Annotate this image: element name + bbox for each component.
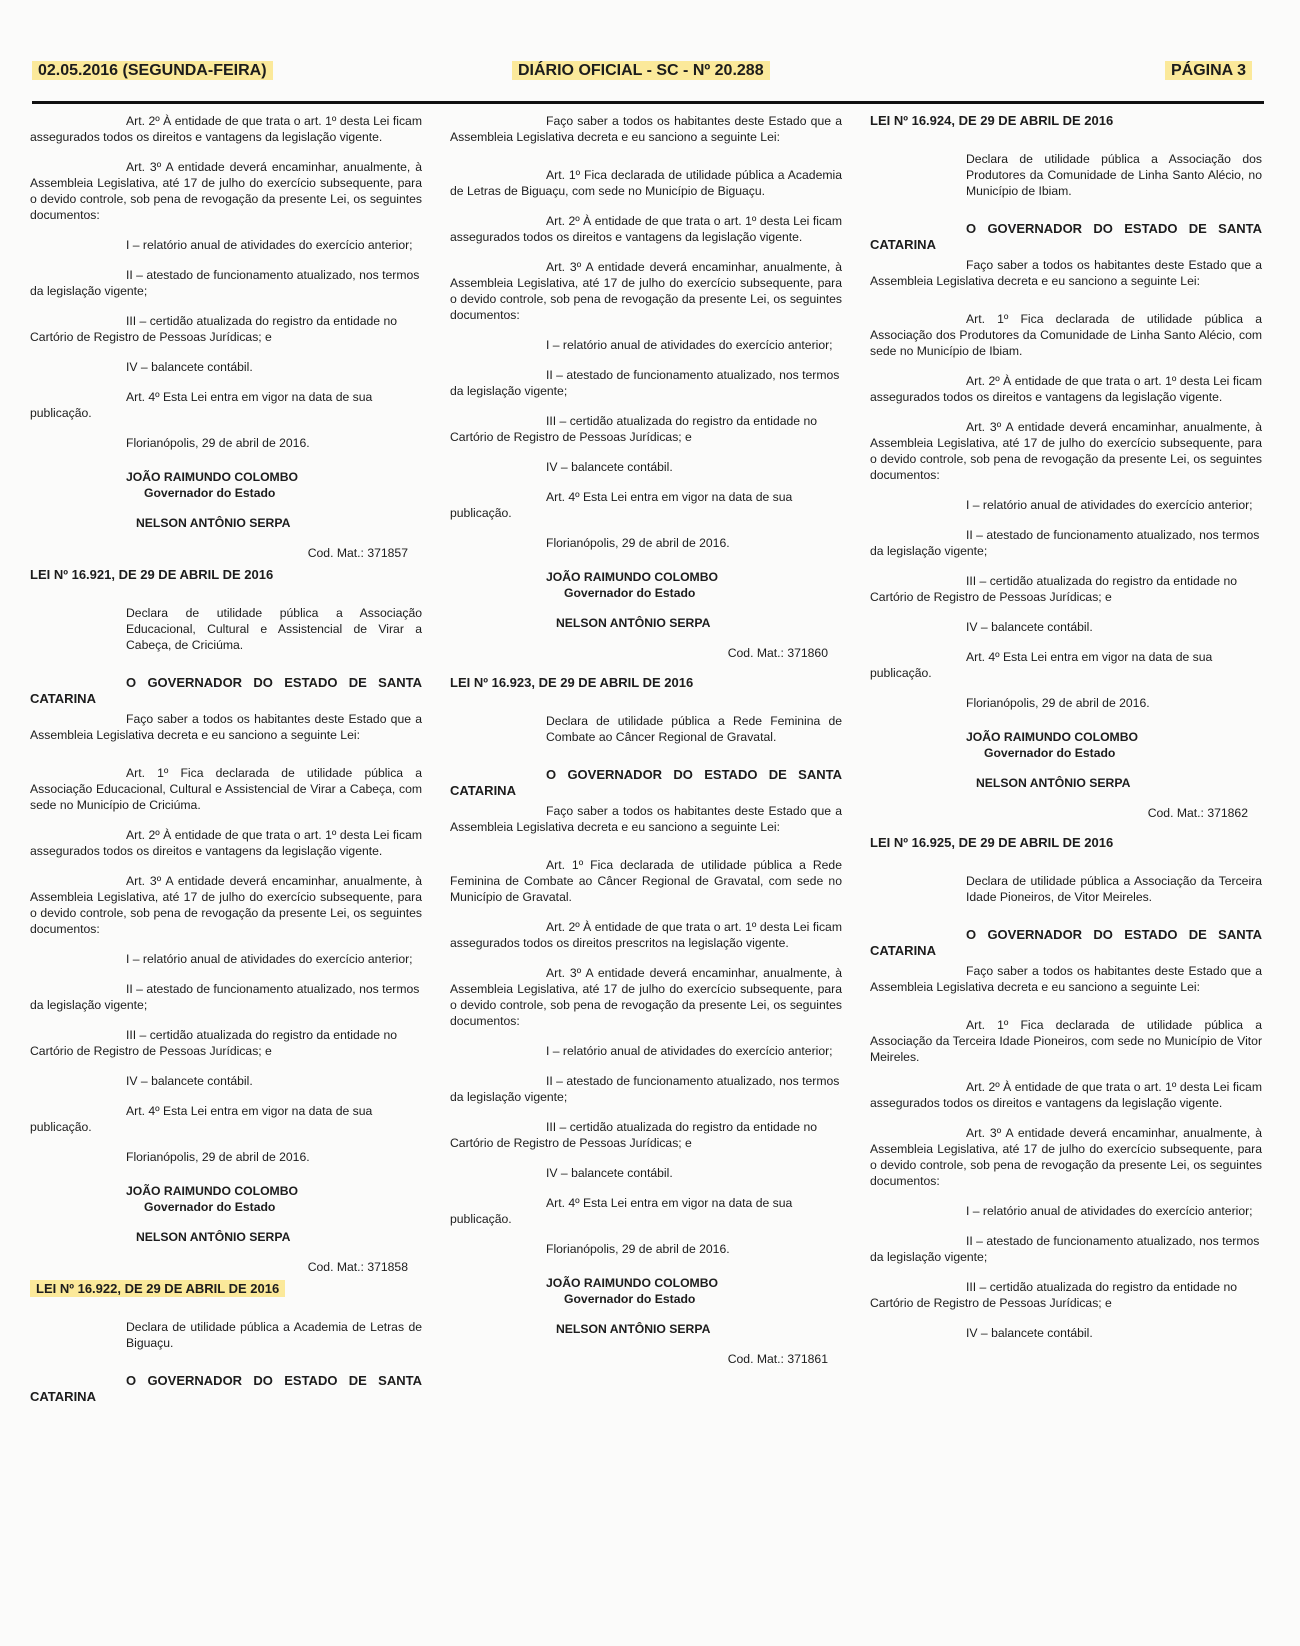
law-920-item3: III – certidão atualizada do registro da entidade no Cartório de Registro de Pessoas Jurídicas; e [30, 314, 398, 344]
law-922-governor-name: JOÃO RAIMUNDO COLOMBO [546, 570, 718, 584]
law-925-item4: IV – balancete contábil. [966, 1326, 1093, 1340]
law-921-art1: Art. 1º Fica declarada de utilidade pública a Associação Educacional, Cultural e Assistencial de Virar a Cabeça, com sede no Município de Criciúma. [30, 766, 422, 812]
law-920-item1: I – relatório anual de atividades do exercício anterior; [126, 238, 413, 252]
law-921-item2: II – atestado de funcionamento atualizado, nos termos da legislação vigente; [30, 982, 420, 1012]
law-921-gov-heading: O GOVERNADOR DO ESTADO DE SANTA CATARINA [30, 675, 422, 706]
law-924-art1: Art. 1º Fica declarada de utilidade pública a Associação dos Produtores da Comunidade de Linha Santo Alécio, com sede no Município de Ibiam. [870, 312, 1262, 358]
column-1 [30, 113, 422, 1409]
law-921-cod: Cod. Mat.: 371858 [307, 1260, 408, 1274]
law-921-art4: Art. 4º Esta Lei entra em vigor na data de sua publicação. [30, 1104, 373, 1134]
law-922-art4: Art. 4º Esta Lei entra em vigor na data de sua publicação. [450, 490, 793, 520]
law-921-art3: Art. 3º A entidade deverá encaminhar, anualmente, à Assembleia Legislativa, até 17 de julho do exercício subsequente, para o devido controle, sob pena de revogação da presente Lei, os seguintes documentos: [30, 874, 422, 936]
law-923-ementa: Declara de utilidade pública a Rede Feminina de Combate ao Câncer Regional de Gravatal. [546, 714, 842, 744]
law-925-intro: Faço saber a todos os habitantes deste Estado que a Assembleia Legislativa decreta e eu sanciono a seguinte Lei: [870, 964, 1262, 994]
law-923-art1: Art. 1º Fica declarada de utilidade pública a Rede Feminina de Combate ao Câncer Regional de Gravatal, com sede no Município de Gravatal. [450, 858, 842, 904]
law-925-item2: II – atestado de funcionamento atualizado, nos termos da legislação vigente; [870, 1234, 1260, 1264]
header-date [32, 62, 273, 80]
law-924-cod: Cod. Mat.: 371862 [1147, 806, 1248, 820]
law-925-title: LEI Nº 16.925, DE 29 DE ABRIL DE 2016 [870, 835, 1114, 850]
law-920-cod: Cod. Mat.: 371857 [307, 546, 408, 560]
law-923-item1: I – relatório anual de atividades do exercício anterior; [546, 1044, 833, 1058]
law-921-secretary-name: NELSON ANTÔNIO SERPA [136, 1230, 291, 1244]
law-923-gov-heading: O GOVERNADOR DO ESTADO DE SANTA CATARINA [450, 767, 842, 798]
law-921-art2: Art. 2º À entidade de que trata o art. 1º desta Lei ficam assegurados todos os direitos e vantagens da legislação vigente. [30, 828, 422, 858]
law-922-art2: Art. 2º À entidade de que trata o art. 1º desta Lei ficam assegurados todos os direitos e vantagens da legislação vigente. [450, 214, 842, 244]
law-921-title: LEI Nº 16.921, DE 29 DE ABRIL DE 2016 [30, 567, 274, 582]
law-924-item3: III – certidão atualizada do registro da entidade no Cartório de Registro de Pessoas Jurídicas; e [870, 574, 1238, 604]
law-925-item1: I – relatório anual de atividades do exercício anterior; [966, 1204, 1253, 1218]
law-920-art4: Art. 4º Esta Lei entra em vigor na data de sua publicação. [30, 390, 373, 420]
law-922-governor-title: Governador do Estado [564, 586, 696, 600]
header-date-text: 02.05.2016 (SEGUNDA-FEIRA) [32, 61, 273, 80]
header-title [512, 62, 770, 80]
law-922-secretary-name: NELSON ANTÔNIO SERPA [556, 616, 711, 630]
law-923-secretary-name: NELSON ANTÔNIO SERPA [556, 1322, 711, 1336]
law-925-art2: Art. 2º À entidade de que trata o art. 1º desta Lei ficam assegurados todos os direitos e vantagens da legislação vigente. [870, 1080, 1262, 1110]
law-922-art1: Art. 1º Fica declarada de utilidade pública a Academia de Letras de Biguaçu, com sede no Município de Biguaçu. [450, 168, 842, 198]
law-922-title [30, 1281, 422, 1297]
law-922-art3: Art. 3º A entidade deverá encaminhar, anualmente, à Assembleia Legislativa, até 17 de julho do exercício subsequente, para o devido controle, sob pena de revogação da presente Lei, os seguintes documentos: [450, 260, 842, 322]
law-924-ementa: Declara de utilidade pública a Associação dos Produtores da Comunidade de Linha Santo Alécio, no Município de Ibiam. [966, 152, 1262, 198]
law-923-art3: Art. 3º A entidade deverá encaminhar, anualmente, à Assembleia Legislativa, até 17 de julho do exercício subsequente, para o devido controle, sob pena de revogação da presente Lei, os seguintes documentos: [450, 966, 842, 1028]
law-924-item4: IV – balancete contábil. [966, 620, 1093, 634]
header-page-text: PÁGINA 3 [1165, 61, 1252, 80]
law-921-governor-name: JOÃO RAIMUNDO COLOMBO [126, 1184, 298, 1198]
law-920-item4: IV – balancete contábil. [126, 360, 253, 374]
law-924-intro: Faço saber a todos os habitantes deste Estado que a Assembleia Legislativa decreta e eu sanciono a seguinte Lei: [870, 258, 1262, 288]
law-921-intro: Faço saber a todos os habitantes deste Estado que a Assembleia Legislativa decreta e eu sanciono a seguinte Lei: [30, 712, 422, 742]
law-922-item4: IV – balancete contábil. [546, 460, 673, 474]
law-923-cod: Cod. Mat.: 371861 [727, 1352, 828, 1366]
law-924-gov-heading: O GOVERNADOR DO ESTADO DE SANTA CATARINA [870, 221, 1262, 252]
law-924-place-date: Florianópolis, 29 de abril de 2016. [966, 696, 1150, 710]
header-page [1165, 62, 1252, 80]
law-923-place-date: Florianópolis, 29 de abril de 2016. [546, 1242, 730, 1256]
law-922-intro: Faço saber a todos os habitantes deste Estado que a Assembleia Legislativa decreta e eu sanciono a seguinte Lei: [450, 114, 842, 144]
law-924-secretary-name: NELSON ANTÔNIO SERPA [976, 776, 1131, 790]
law-921-item3: III – certidão atualizada do registro da entidade no Cartório de Registro de Pessoas Jurídicas; e [30, 1028, 398, 1058]
law-923-item4: IV – balancete contábil. [546, 1166, 673, 1180]
law-922-place-date: Florianópolis, 29 de abril de 2016. [546, 536, 730, 550]
law-921-item4: IV – balancete contábil. [126, 1074, 253, 1088]
law-920-governor-name: JOÃO RAIMUNDO COLOMBO [126, 470, 298, 484]
law-923-item2: II – atestado de funcionamento atualizado, nos termos da legislação vigente; [450, 1074, 840, 1104]
law-923-governor-title: Governador do Estado [564, 1292, 696, 1306]
law-925-art3: Art. 3º A entidade deverá encaminhar, anualmente, à Assembleia Legislativa, até 17 de julho do exercício subsequente, para o devido controle, sob pena de revogação da presente Lei, os seguintes documentos: [870, 1126, 1262, 1188]
law-924-governor-title: Governador do Estado [984, 746, 1116, 760]
column-3 [870, 113, 1262, 1355]
law-921-item1: I – relatório anual de atividades do exercício anterior; [126, 952, 413, 966]
law-922-title-text: LEI Nº 16.922, DE 29 DE ABRIL DE 2016 [30, 1280, 285, 1297]
law-925-gov-heading: O GOVERNADOR DO ESTADO DE SANTA CATARINA [870, 927, 1262, 958]
law-921-place-date: Florianópolis, 29 de abril de 2016. [126, 1150, 310, 1164]
law-920-governor-title: Governador do Estado [144, 486, 276, 500]
column-2 [450, 113, 842, 1373]
law-923-art4: Art. 4º Esta Lei entra em vigor na data de sua publicação. [450, 1196, 793, 1226]
law-920-item2: II – atestado de funcionamento atualizado, nos termos da legislação vigente; [30, 268, 420, 298]
law-922-item1: I – relatório anual de atividades do exercício anterior; [546, 338, 833, 352]
law-922-ementa: Declara de utilidade pública a Academia de Letras de Biguaçu. [126, 1320, 422, 1350]
law-924-art2: Art. 2º À entidade de que trata o art. 1º desta Lei ficam assegurados todos os direitos e vantagens da legislação vigente. [870, 374, 1262, 404]
law-923-art2: Art. 2º À entidade de que trata o art. 1º desta Lei ficam assegurados todos os direitos prescritos na legislação vigente. [450, 920, 842, 950]
law-925-item3: III – certidão atualizada do registro da entidade no Cartório de Registro de Pessoas Jurídicas; e [870, 1280, 1238, 1310]
law-920-secretary-name: NELSON ANTÔNIO SERPA [136, 516, 291, 530]
law-923-item3: III – certidão atualizada do registro da entidade no Cartório de Registro de Pessoas Jurídicas; e [450, 1120, 818, 1150]
law-920-art2: Art. 2º À entidade de que trata o art. 1º desta Lei ficam assegurados todos os direitos e vantagens da legislação vigente. [30, 114, 422, 144]
law-922-gov-heading: O GOVERNADOR DO ESTADO DE SANTA CATARINA [30, 1373, 422, 1404]
law-922-item2: II – atestado de funcionamento atualizado, nos termos da legislação vigente; [450, 368, 840, 398]
law-923-governor-name: JOÃO RAIMUNDO COLOMBO [546, 1276, 718, 1290]
header-title-text: DIÁRIO OFICIAL - SC - Nº 20.288 [512, 61, 770, 80]
law-924-item2: II – atestado de funcionamento atualizado, nos termos da legislação vigente; [870, 528, 1260, 558]
law-923-intro: Faço saber a todos os habitantes deste Estado que a Assembleia Legislativa decreta e eu sanciono a seguinte Lei: [450, 804, 842, 834]
law-923-title: LEI Nº 16.923, DE 29 DE ABRIL DE 2016 [450, 675, 694, 690]
law-924-item1: I – relatório anual de atividades do exercício anterior; [966, 498, 1253, 512]
law-925-ementa: Declara de utilidade pública a Associação da Terceira Idade Pioneiros, de Vitor Meireles. [966, 874, 1262, 904]
law-924-art4: Art. 4º Esta Lei entra em vigor na data de sua publicação. [870, 650, 1213, 680]
law-924-governor-name: JOÃO RAIMUNDO COLOMBO [966, 730, 1138, 744]
law-925-art1: Art. 1º Fica declarada de utilidade pública a Associação da Terceira Idade Pioneiros, com sede no Município de Vitor Meireles. [870, 1018, 1262, 1064]
law-924-art3: Art. 3º A entidade deverá encaminhar, anualmente, à Assembleia Legislativa, até 17 de julho do exercício subsequente, para o devido controle, sob pena de revogação da presente Lei, os seguintes documentos: [870, 420, 1262, 482]
law-921-ementa: Declara de utilidade pública a Associação Educacional, Cultural e Assistencial de Virar a Cabeça, de Criciúma. [126, 606, 422, 652]
law-920-place-date: Florianópolis, 29 de abril de 2016. [126, 436, 310, 450]
header-rule [32, 101, 1264, 104]
law-922-item3: III – certidão atualizada do registro da entidade no Cartório de Registro de Pessoas Jurídicas; e [450, 414, 818, 444]
law-924-title: LEI Nº 16.924, DE 29 DE ABRIL DE 2016 [870, 113, 1114, 128]
law-920-art3: Art. 3º A entidade deverá encaminhar, anualmente, à Assembleia Legislativa, até 17 de julho do exercício subsequente, para o devido controle, sob pena de revogação da presente Lei, os seguintes documentos: [30, 160, 422, 222]
law-922-cod: Cod. Mat.: 371860 [727, 646, 828, 660]
law-921-governor-title: Governador do Estado [144, 1200, 276, 1214]
